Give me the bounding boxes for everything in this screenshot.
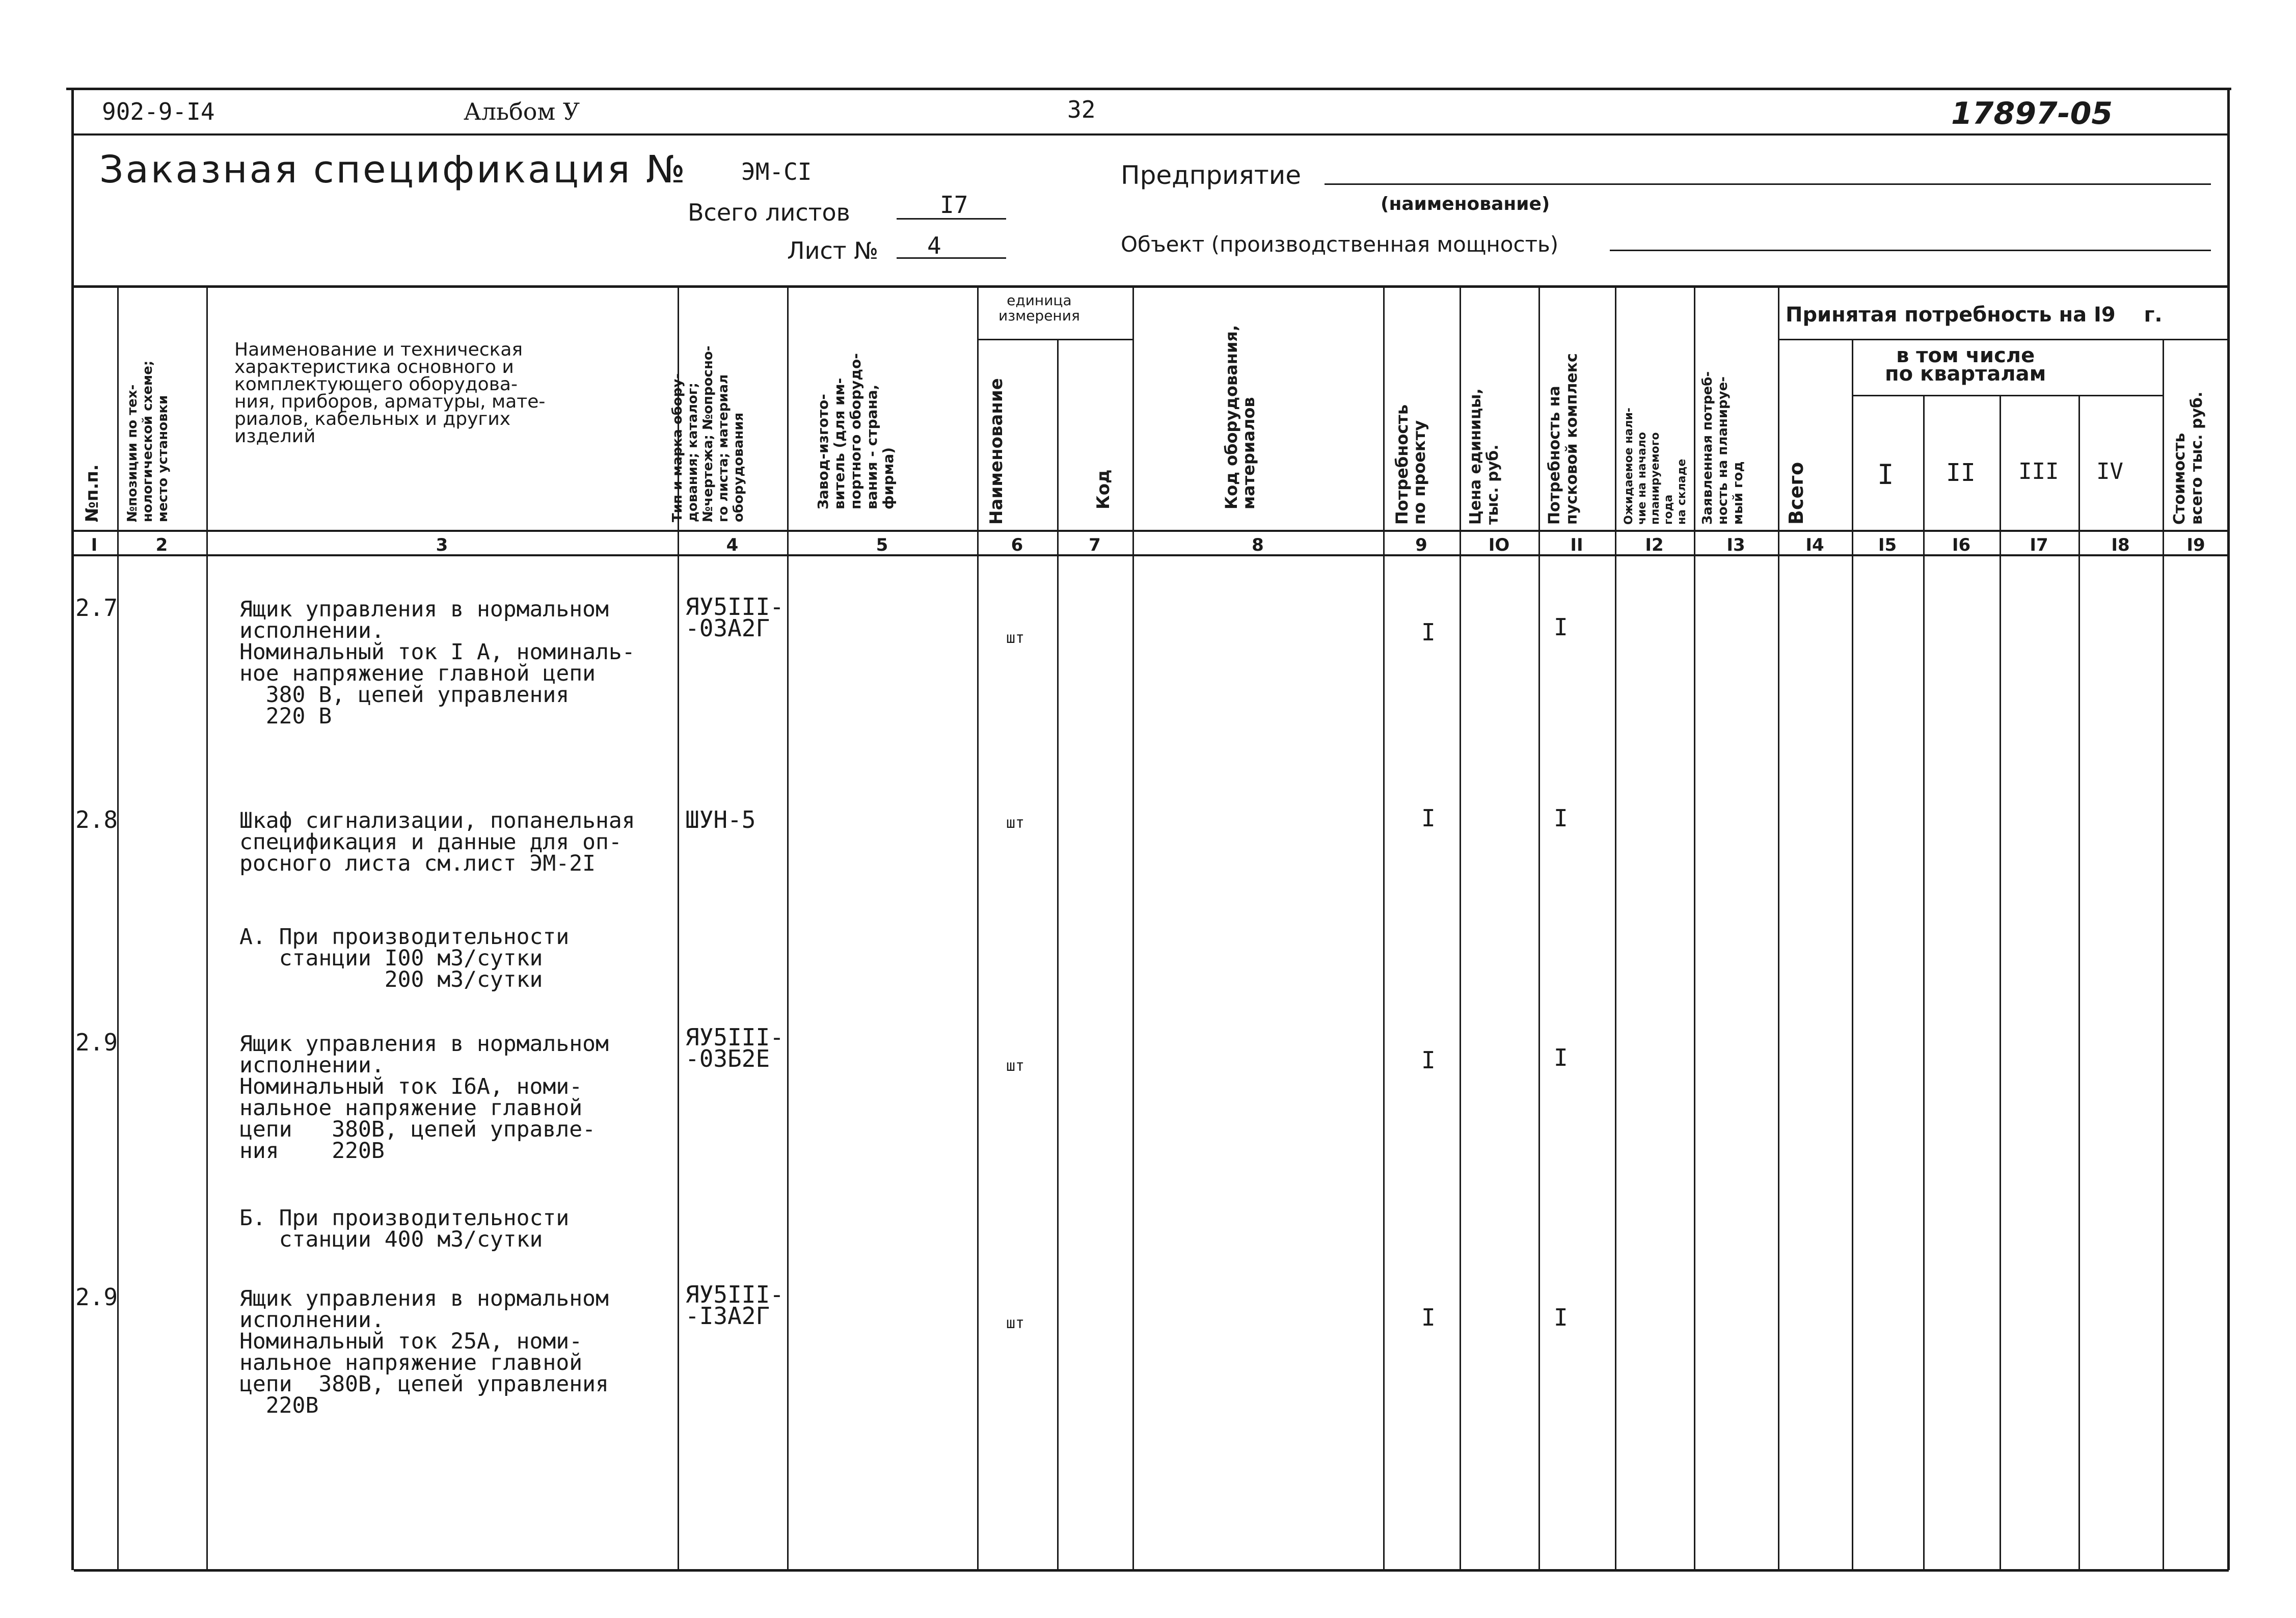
header-separator [71, 133, 2229, 136]
total-sheets-underline [897, 218, 1006, 220]
column-number-12: I2 [1645, 535, 1664, 555]
column-divider [2000, 395, 2001, 1569]
row-1-unit: шт [1006, 629, 1025, 647]
column-divider [1778, 285, 1779, 1569]
stamp-number: 17897-05 [1951, 96, 2113, 131]
row-2-launch: I [1554, 804, 1568, 832]
column-number-1: I [91, 535, 98, 555]
column-divider [1694, 285, 1695, 1569]
column-divider [206, 285, 208, 1569]
row-1-description: Ящик управления в нормальном исполнении. Номинальный ток I А, номиналь- ное напряжение главной цепи 380 В, цепей управления 220 В [239, 597, 635, 729]
col18-header: IV [2096, 459, 2123, 484]
quarters-group-line [1852, 395, 2163, 396]
row-4-description: Ящик управления в нормальном исполнении. Номинальный ток 25А, номи- нальное напряжение главной цепи 380В, цепей управления 220В [239, 1286, 609, 1418]
column-divider [1538, 285, 1540, 1569]
column-number-19: I9 [2186, 535, 2205, 555]
column-divider [1132, 285, 1134, 1569]
enterprise-underline [1325, 183, 2211, 185]
quarters-group-header: в том числе по кварталам [1885, 344, 2046, 386]
row-4-launch: I [1554, 1304, 1568, 1331]
column-number-15: I5 [1878, 535, 1897, 555]
page-number: 32 [1067, 96, 1096, 123]
total-sheets-value: I7 [940, 191, 968, 219]
object-underline [1610, 250, 2211, 251]
col9-header: Потребность по проекту [1392, 404, 1429, 525]
col3-header: Наименование и техническая характеристика основного и комплектующего оборудова- ния, приборов, арматуры, мате- риалов, кабельных и других изделий [234, 339, 546, 447]
col7-header: Код [1093, 469, 1114, 509]
doc-code: 902-9-I4 [102, 98, 215, 125]
row-4-need: I [1421, 1304, 1436, 1331]
title-separator [71, 285, 2229, 288]
enterprise-label: Предприятие [1121, 160, 1302, 190]
col12-header: Ожидаемое нали- чие на начало планируемого года на складе [1623, 408, 1688, 525]
row-1-number: 2.7 [75, 594, 118, 622]
spec-number: ЭМ-СI [741, 158, 812, 185]
row-3-description: Ящик управления в нормальном исполнении. Номинальный ток I6А, номи- нальное напряжение главной цепи 380В, цепей управле- ния 220В [239, 1031, 609, 1164]
row-4-type: ЯУ5III- -I3А2Г [685, 1281, 784, 1330]
row-1-need: I [1421, 618, 1436, 646]
col2-header: №позиции по тех- нологической схеме; место установки [125, 360, 171, 522]
col17-header: III [2018, 459, 2059, 484]
column-number-16: I6 [1952, 535, 1971, 555]
column-divider [1460, 285, 1461, 1569]
row-4-unit: шт [1006, 1314, 1025, 1332]
col10-header: Цена единицы, тыс. руб. [1467, 388, 1502, 525]
column-number-5: 5 [876, 535, 888, 555]
column-divider [117, 285, 119, 1569]
column-divider [2163, 339, 2164, 1569]
row-1-launch: I [1554, 613, 1568, 641]
col16-header: II [1946, 459, 1976, 487]
unit-group-header: единица измерения [998, 292, 1080, 324]
col13-header: Заявленная потреб- ность на планируе- мый год [1700, 371, 1746, 525]
row-2-unit: шт [1006, 814, 1025, 832]
total-sheets-label: Всего листов [688, 199, 850, 226]
row-2-description: Шкаф сигнализации, попанельная спецификация и данные для оп- росного листа см.лист ЭМ-2I [239, 808, 635, 876]
frame-right [2227, 88, 2230, 1570]
column-number-14: I4 [1805, 535, 1824, 555]
colnum-top-line [71, 530, 2229, 532]
column-number-18: I8 [2111, 535, 2130, 555]
sheet-label: Лист № [787, 237, 879, 264]
row-3-number: 2.9 [75, 1029, 118, 1056]
row-2-type: ШУН-5 [685, 806, 756, 833]
column-divider [2078, 395, 2080, 1569]
column-number-13: I3 [1726, 535, 1745, 555]
col6-header: Наименование [986, 378, 1007, 525]
col4-header: Тип и марка обору- дования; каталог; №чертежа; №опросно- го листа; материал оборудования [670, 345, 746, 522]
frame-bottom [74, 1569, 2229, 1572]
row-1-type: ЯУ5III- -03А2Г [685, 593, 784, 642]
row-2-number: 2.8 [75, 806, 118, 833]
row-2-need: I [1421, 804, 1436, 832]
col15-header: I [1877, 459, 1894, 491]
col1-header: №п.п. [82, 464, 102, 522]
col8-header: Код оборудования, материалов [1222, 325, 1258, 509]
column-number-2: 2 [155, 535, 168, 555]
accepted-group-line [1778, 339, 2229, 340]
col5-header: Завод-изгото- витель (для им- портного оборудо- вания - страна, фирма) [815, 353, 897, 509]
col11-header: Потребность на пусковой комплекс [1546, 353, 1581, 525]
column-number-17: I7 [2030, 535, 2048, 555]
frame-left [71, 88, 74, 1570]
row-3-type: ЯУ5III- -03Б2Е [685, 1023, 784, 1072]
column-number-8: 8 [1252, 535, 1264, 555]
column-number-3: 3 [436, 535, 448, 555]
column-number-11: II [1570, 535, 1583, 555]
col19-header: Стоимость всего тыс. руб. [2171, 391, 2206, 525]
column-number-10: IO [1488, 535, 1510, 555]
variant-a-heading: А. При производительности станции I00 м3/сутки 200 м3/сутки [239, 924, 570, 992]
frame-top [66, 88, 2231, 90]
column-number-4: 4 [726, 535, 739, 555]
row-4-number: 2.9 [75, 1283, 118, 1311]
column-divider [977, 285, 979, 1569]
column-number-6: 6 [1011, 535, 1023, 555]
col14-header: Всего [1785, 462, 1807, 525]
spec-title: Заказная спецификация № [99, 148, 687, 192]
column-number-9: 9 [1415, 535, 1427, 555]
column-divider [1057, 339, 1059, 1569]
column-divider [1615, 285, 1616, 1569]
row-3-launch: I [1554, 1044, 1568, 1071]
row-3-unit: шт [1006, 1057, 1025, 1075]
accepted-group-header: Принятая потребность на I9 г. [1786, 303, 2163, 327]
column-divider [1852, 339, 1853, 1569]
enterprise-sub: (наименование) [1381, 194, 1550, 214]
column-divider [1923, 395, 1925, 1569]
album-label: Альбом У [464, 98, 580, 125]
column-divider [1383, 285, 1385, 1569]
column-number-7: 7 [1089, 535, 1101, 555]
sheet-underline [897, 257, 1006, 259]
sheet-value: 4 [927, 232, 941, 259]
row-3-need: I [1421, 1046, 1436, 1074]
object-label: Объект (производственная мощность) [1121, 232, 1559, 257]
column-divider [787, 285, 789, 1569]
unit-group-line [977, 339, 1132, 340]
variant-b-heading: Б. При производительности станции 400 м3/сутки [239, 1205, 570, 1252]
